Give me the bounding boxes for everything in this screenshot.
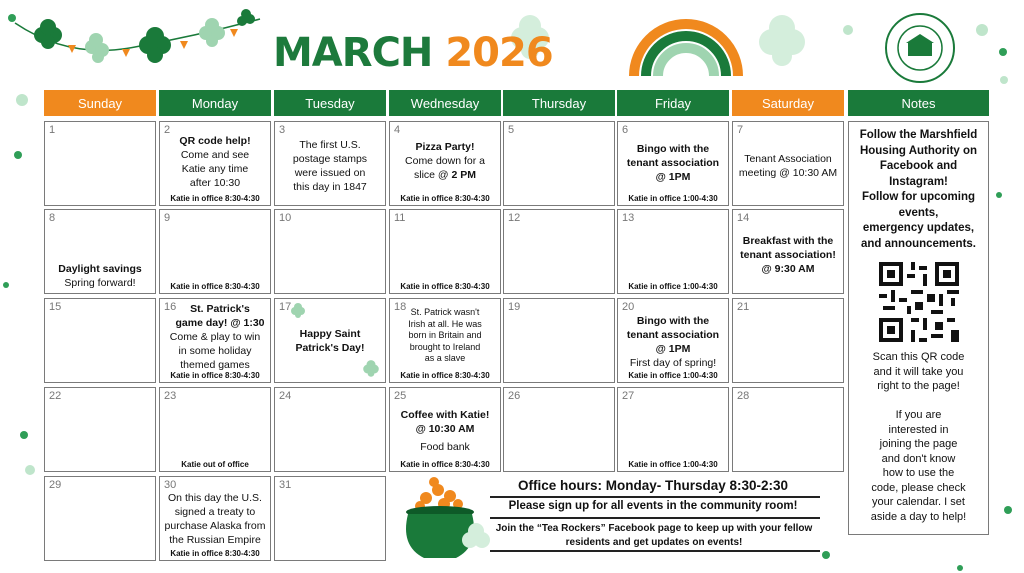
event-text: Come down for a (405, 155, 485, 167)
notes-line: joining the page (879, 438, 958, 450)
event-text: the Russian Empire (169, 534, 261, 546)
day-number: 23 (164, 390, 177, 402)
event-text: this day in 1847 (293, 181, 367, 193)
event-title: tenant association! (740, 249, 836, 261)
event-text: St. Patrick wasn't (410, 307, 480, 317)
event-text: postage stamps (292, 153, 368, 165)
day-cell (44, 298, 156, 383)
notes-line: Scan this QR code (872, 351, 965, 363)
month-title: MARCH (273, 30, 433, 76)
notes-line: code, please check (871, 481, 966, 494)
day-cell (732, 121, 844, 206)
weekday-tuesday: Tuesday (274, 90, 386, 116)
notes-line: and it will take you (873, 365, 964, 378)
day-cell (274, 121, 386, 206)
notes-line: your calendar. I set (872, 496, 965, 508)
day-cell (617, 298, 729, 383)
notes-line: Housing Authority on (859, 144, 978, 157)
day-cell (389, 387, 501, 472)
event-title: tenant association (626, 157, 720, 169)
day-cell (503, 298, 615, 383)
notes-line: how to use the (882, 467, 955, 479)
day-cell (732, 387, 844, 472)
day-number: 12 (508, 212, 521, 224)
day-cell (159, 476, 271, 561)
day-cell (503, 209, 615, 294)
event-title: Breakfast with the (742, 235, 834, 247)
notes-panel (848, 121, 989, 535)
day-cell (732, 209, 844, 294)
calendar-title (273, 30, 553, 76)
event-time: 2 PM (451, 169, 477, 181)
day-number: 18 (394, 301, 407, 313)
weekday-thursday: Thursday (503, 90, 615, 116)
weekday-saturday: Saturday (732, 90, 844, 116)
pot-of-gold-icon (396, 476, 492, 564)
event-title: tenant association (626, 329, 720, 341)
day-cell (159, 387, 271, 472)
notes-line: aside a day to help! (870, 510, 967, 523)
notes-follow-text (853, 128, 984, 252)
day-number: 5 (508, 124, 515, 136)
day-number: 6 (622, 124, 629, 136)
notes-line: interested in (888, 423, 949, 436)
weekday-wednesday: Wednesday (389, 90, 501, 116)
day-cell (44, 209, 156, 294)
day-number: 7 (737, 124, 744, 136)
notes-line: Instagram! (889, 175, 948, 188)
day-cell (274, 298, 386, 383)
day-number: 21 (737, 301, 750, 313)
facebook-group-line: residents and get updates on events! (565, 537, 743, 548)
facebook-group-line: Join the “Tea Rockers” Facebook page to keep up with your fellow (495, 523, 813, 534)
event-text: were issued on (294, 167, 366, 179)
notes-help-text (857, 408, 980, 524)
notes-line: right to the page! (877, 380, 960, 392)
divider (490, 517, 820, 519)
notes-line: and announcements. (860, 237, 977, 250)
day-cell (389, 298, 501, 383)
event-text: Tenant Association (744, 153, 832, 165)
event-text: The first U.S. (299, 139, 361, 151)
day-number: 22 (49, 390, 62, 402)
event-title: Happy Saint (299, 328, 361, 340)
day-number: 17 (279, 301, 292, 313)
office-hours-note: Katie in office 8:30-4:30 (170, 371, 260, 380)
weekday-monday: Monday (159, 90, 271, 116)
weekday-sunday: Sunday (44, 90, 156, 116)
office-hours-note: Katie in office 1:00-4:30 (628, 460, 718, 469)
day-number: 10 (279, 212, 292, 224)
day-cell (389, 121, 501, 206)
day-number: 26 (508, 390, 521, 402)
notes-header: Notes (848, 90, 989, 116)
office-hours-note: Katie in office 8:30-4:30 (170, 194, 260, 203)
day-number: 28 (737, 390, 750, 402)
notes-line: Follow for upcoming (861, 191, 976, 203)
event-text: brought to Ireland (409, 341, 481, 352)
event-text: themed games (180, 359, 250, 371)
event-title: Coffee with Katie! (400, 409, 490, 421)
day-cell (617, 209, 729, 294)
day-number: 11 (394, 212, 406, 224)
day-number: 20 (622, 301, 635, 313)
notes-line: If you are (895, 409, 942, 421)
event-text: Spring forward! (64, 277, 136, 289)
office-hours-note: Katie in office 8:30-4:30 (400, 194, 490, 203)
event-text: purchase Alaska from (164, 520, 266, 532)
event-time: @ 9:30 AM (761, 263, 815, 275)
office-hours-note: Katie in office 8:30-4:30 (170, 549, 260, 558)
event-time: @ 10:30 AM (415, 423, 475, 435)
day-cell (503, 387, 615, 472)
notes-line: events, (898, 206, 939, 219)
office-hours-note: Katie out of office (181, 460, 249, 469)
event-title: Daylight savings (58, 263, 142, 275)
divider (490, 550, 820, 552)
event-text: slice @ (413, 169, 449, 181)
event-text: Come and see (180, 149, 250, 161)
event-text: Come & play to win (169, 331, 261, 343)
day-number: 25 (394, 390, 407, 402)
day-cell (159, 298, 271, 383)
event-time: @ 1PM (655, 171, 691, 183)
office-hours-note: Katie in office 1:00-4:30 (628, 194, 718, 203)
day-number: 31 (279, 479, 292, 491)
shamrock-icon (289, 302, 307, 320)
event-text: Irish at all. He was (408, 318, 482, 329)
event-text: after 10:30 (189, 177, 241, 189)
day-number: 30 (164, 479, 177, 491)
day-cell (274, 387, 386, 472)
event-text: born in Britain and (408, 330, 482, 340)
year-title: 2026 (445, 30, 553, 76)
day-cell (159, 209, 271, 294)
shamrock-icon (361, 359, 381, 379)
day-cell (274, 209, 386, 294)
signup-notice: Please sign up for all events in the community room! (508, 500, 798, 512)
office-hours-note: Katie in office 8:30-4:30 (400, 282, 490, 291)
event-text: On this day the U.S. (168, 492, 262, 504)
day-cell (617, 121, 729, 206)
event-text: as a slave (424, 353, 466, 363)
day-number: 27 (622, 390, 635, 402)
weekday-friday: Friday (617, 90, 729, 116)
notes-scan-text (857, 350, 980, 394)
day-cell (44, 476, 156, 561)
day-number: 2 (164, 124, 171, 136)
day-number: 13 (622, 212, 635, 224)
event-title: Bingo with the (636, 315, 710, 327)
day-number: 14 (737, 212, 750, 224)
facebook-group-notice (482, 522, 826, 550)
event-time: @ 1PM (655, 343, 691, 355)
day-cell (274, 476, 386, 561)
event-title: game day! @ 1:30 (175, 317, 265, 329)
event-text: meeting @ 10:30 AM (738, 167, 838, 179)
day-number: 1 (49, 124, 56, 136)
office-hours-note: Katie in office 8:30-4:30 (170, 282, 260, 291)
day-number: 3 (279, 124, 286, 136)
day-cell (44, 121, 156, 206)
day-cell (44, 387, 156, 472)
day-number: 8 (49, 212, 56, 224)
day-cell (159, 121, 271, 206)
day-cell (732, 298, 844, 383)
office-hours-note: Katie in office 8:30-4:30 (400, 371, 490, 380)
event-text: First day of spring! (629, 357, 717, 369)
event-title: St. Patrick's (190, 303, 250, 315)
office-hours-note: Katie in office 1:00-4:30 (628, 282, 718, 291)
day-number: 16 (164, 301, 177, 313)
event-title: Bingo with the (636, 143, 710, 155)
event-title: Pizza Party! (415, 141, 475, 153)
day-number: 29 (49, 479, 62, 491)
day-number: 4 (394, 124, 401, 136)
event-text: Katie any time (181, 163, 249, 175)
office-hours-banner: Office hours: Monday- Thursday 8:30-2:30 (517, 478, 789, 493)
day-cell (389, 209, 501, 294)
day-number: 15 (49, 301, 62, 313)
event-title: QR code help! (179, 135, 251, 147)
notes-line: and don't know (881, 452, 956, 465)
day-number: 19 (508, 301, 521, 313)
event-text: Food bank (420, 441, 470, 453)
day-number: 24 (279, 390, 292, 402)
office-hours-note: Katie in office 8:30-4:30 (400, 460, 490, 469)
notes-line: Follow the Marshfield (859, 129, 978, 141)
day-cell (503, 121, 615, 206)
event-text: in some holiday (178, 345, 252, 357)
day-cell (617, 387, 729, 472)
day-number: 9 (164, 212, 171, 224)
notes-line: emergency updates, (862, 222, 975, 234)
event-title: Patrick's Day! (295, 342, 365, 354)
divider (490, 496, 820, 498)
event-text: signed a treaty to (174, 506, 256, 518)
qr-code-icon[interactable] (879, 262, 959, 342)
notes-line: Facebook and (879, 160, 958, 172)
office-hours-note: Katie in office 1:00-4:30 (628, 371, 718, 380)
